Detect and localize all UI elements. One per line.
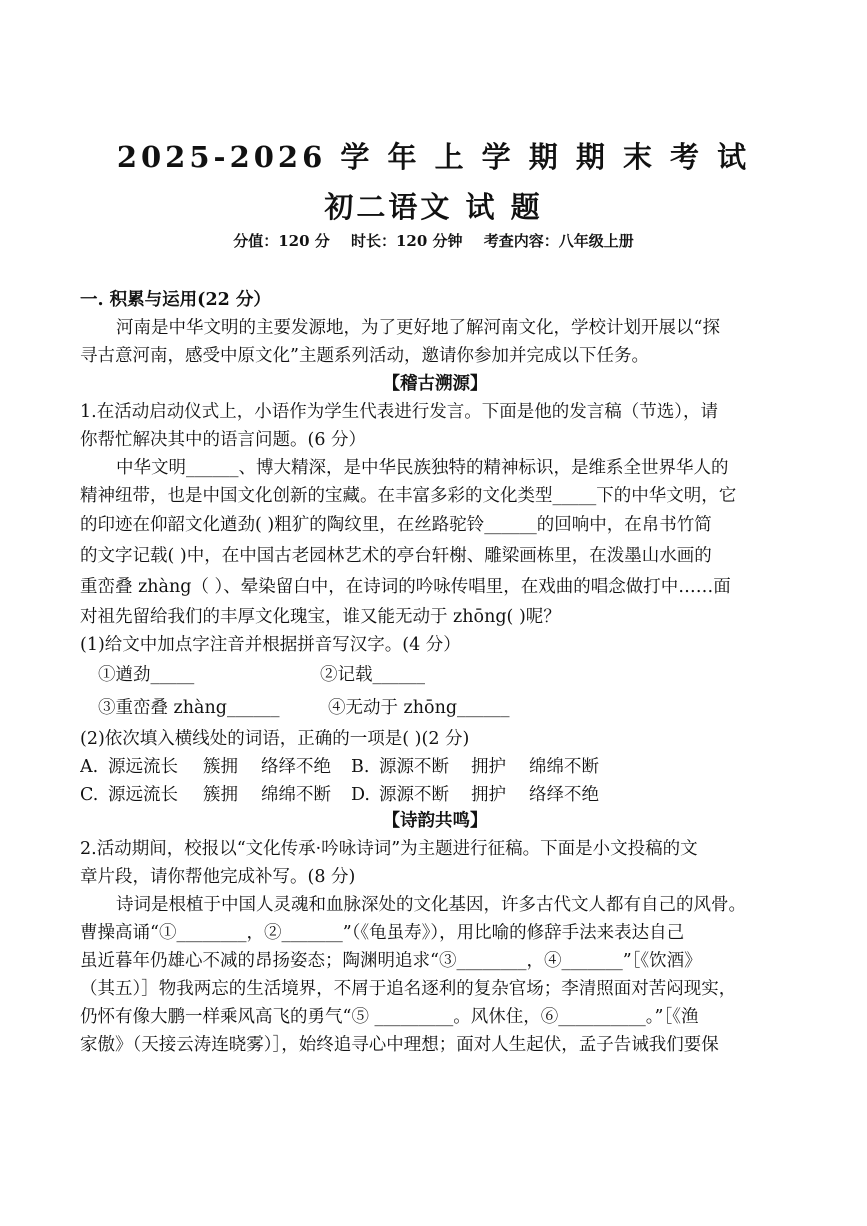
intro-line: 河南是中华文明的主要发源地，为了更好地了解河南文化，学校计划开展以“探 [116,318,720,338]
passage-line: 家傲》（天接云涛连晓雾）］，始终追寻心中理想；面对人生起伏，孟子告诫我们要保 [80,1035,719,1055]
passage-line: 诗词是根植于中国人灵魂和血脉深处的文化基因，许多古代文人都有自己的风骨。 [116,895,746,915]
option-word: 拥护 [471,785,506,805]
section-heading: 一. 积累与运用(22 分） [80,290,271,310]
blank-row [80,692,790,725]
question-1: 1.在活动启动仪式上，小语作为学生代表进行发言。下面是他的发言稿（节选），请 [80,402,718,422]
option-word: 拥护 [471,757,506,777]
option-row [80,781,790,809]
option-label: B. [351,757,370,777]
blank-item: ④无动于 zhōng______ [328,698,510,718]
blank-item: ③重峦叠 zhàng______ [98,698,280,718]
scope-info: 考查内容：八年级上册 [483,232,634,250]
passage-line: 的文字记载( )中，在中国古老园林艺术的亭台轩榭、雕梁画栋里，在泼墨山水画的 [80,546,712,566]
option-word: 络绎不绝 [529,785,599,805]
section-part-2 [80,807,790,1059]
option-row [80,753,790,781]
option-word: 源远流长 [108,757,178,777]
blank-row [80,659,790,692]
exam-title: 2025-2026 学 年 上 学 期 期 末 考 试 [116,140,751,174]
passage-line: 对祖先留给我们的丰厚文化瑰宝，谁又能无动于 zhōng( )呢？ [80,607,561,627]
option-word: 绵绵不断 [529,757,599,777]
blank-item: ①遒劲_____ [98,665,195,685]
option-label: D. [351,785,370,805]
exam-meta [0,230,867,251]
option-word: 簇拥 [203,757,238,777]
passage-line: 仍怀有像大鹏一样乘风高飞的勇气“⑤ _________。风休住，⑥__________。”［《渔 [80,1007,699,1027]
exam-subtitle: 初二语文 试 题 [324,190,543,224]
passage-line: （其五）］物我两忘的生活境界，不屑于追名逐利的复杂官场；李清照面对苦闷现实， [80,979,737,999]
passage-line: 中华文明______、博大精深，是中华民族独特的精神标识，是维系全世界华人的 [116,458,729,478]
part-heading: 【诗韵共鸣】 [382,811,488,831]
duration-info: 时长：120 分钟 [350,232,463,250]
passage-line: 的印迹在仰韶文化遒劲( )粗犷的陶纹里，在丝路驼铃______的回响中，在帛书竹简 [80,515,712,535]
passage-line: 虽近暮年仍雄心不减的昂扬姿态；陶渊明追求“③________，④_______”［《饮酒》 [80,951,702,971]
option-label: A. [80,757,99,777]
intro-line: 寻古意河南，感受中原文化”主题系列活动，邀请你参加并完成以下任务。 [80,346,649,366]
passage-line: 重峦叠 zhàng（ ）、晕染留白中，在诗词的吟咏传唱里，在戏曲的唱念做打中……面 [80,577,731,597]
sub-question: (2)依次填入横线处的词语，正确的一项是( )(2 分) [80,729,470,749]
blank-item: ②记载______ [320,665,425,685]
option-word: 绵绵不断 [261,785,331,805]
option-label: C. [80,785,99,805]
question-2: 章片段，请你帮他完成补写。(8 分) [80,867,356,887]
sub-question: (1)给文中加点字注音并根据拼音写汉字。(4 分） [80,635,461,655]
option-word: 源远流长 [108,785,178,805]
question-2: 2.活动期间，校报以“文化传承·吟咏诗词”为主题进行征稿。下面是小文投稿的文 [80,839,698,859]
option-word: 簇拥 [203,785,238,805]
question-1: 你帮忙解决其中的语言问题。(6 分） [80,430,367,450]
section-1 [80,286,790,809]
option-word: 源源不断 [379,785,449,805]
part-heading: 【稽古溯源】 [382,374,488,394]
score-info: 分值：120 分 [233,232,330,250]
passage-line: 曹操高诵“①________，②_______”（《龟虽寿》），用比喻的修辞手法来表达自己 [80,923,685,943]
option-word: 源源不断 [379,757,449,777]
option-word: 络绎不绝 [261,757,331,777]
passage-line: 精神纽带，也是中国文化创新的宝藏。在丰富多彩的文化类型_____下的中华文明，它 [80,486,737,506]
